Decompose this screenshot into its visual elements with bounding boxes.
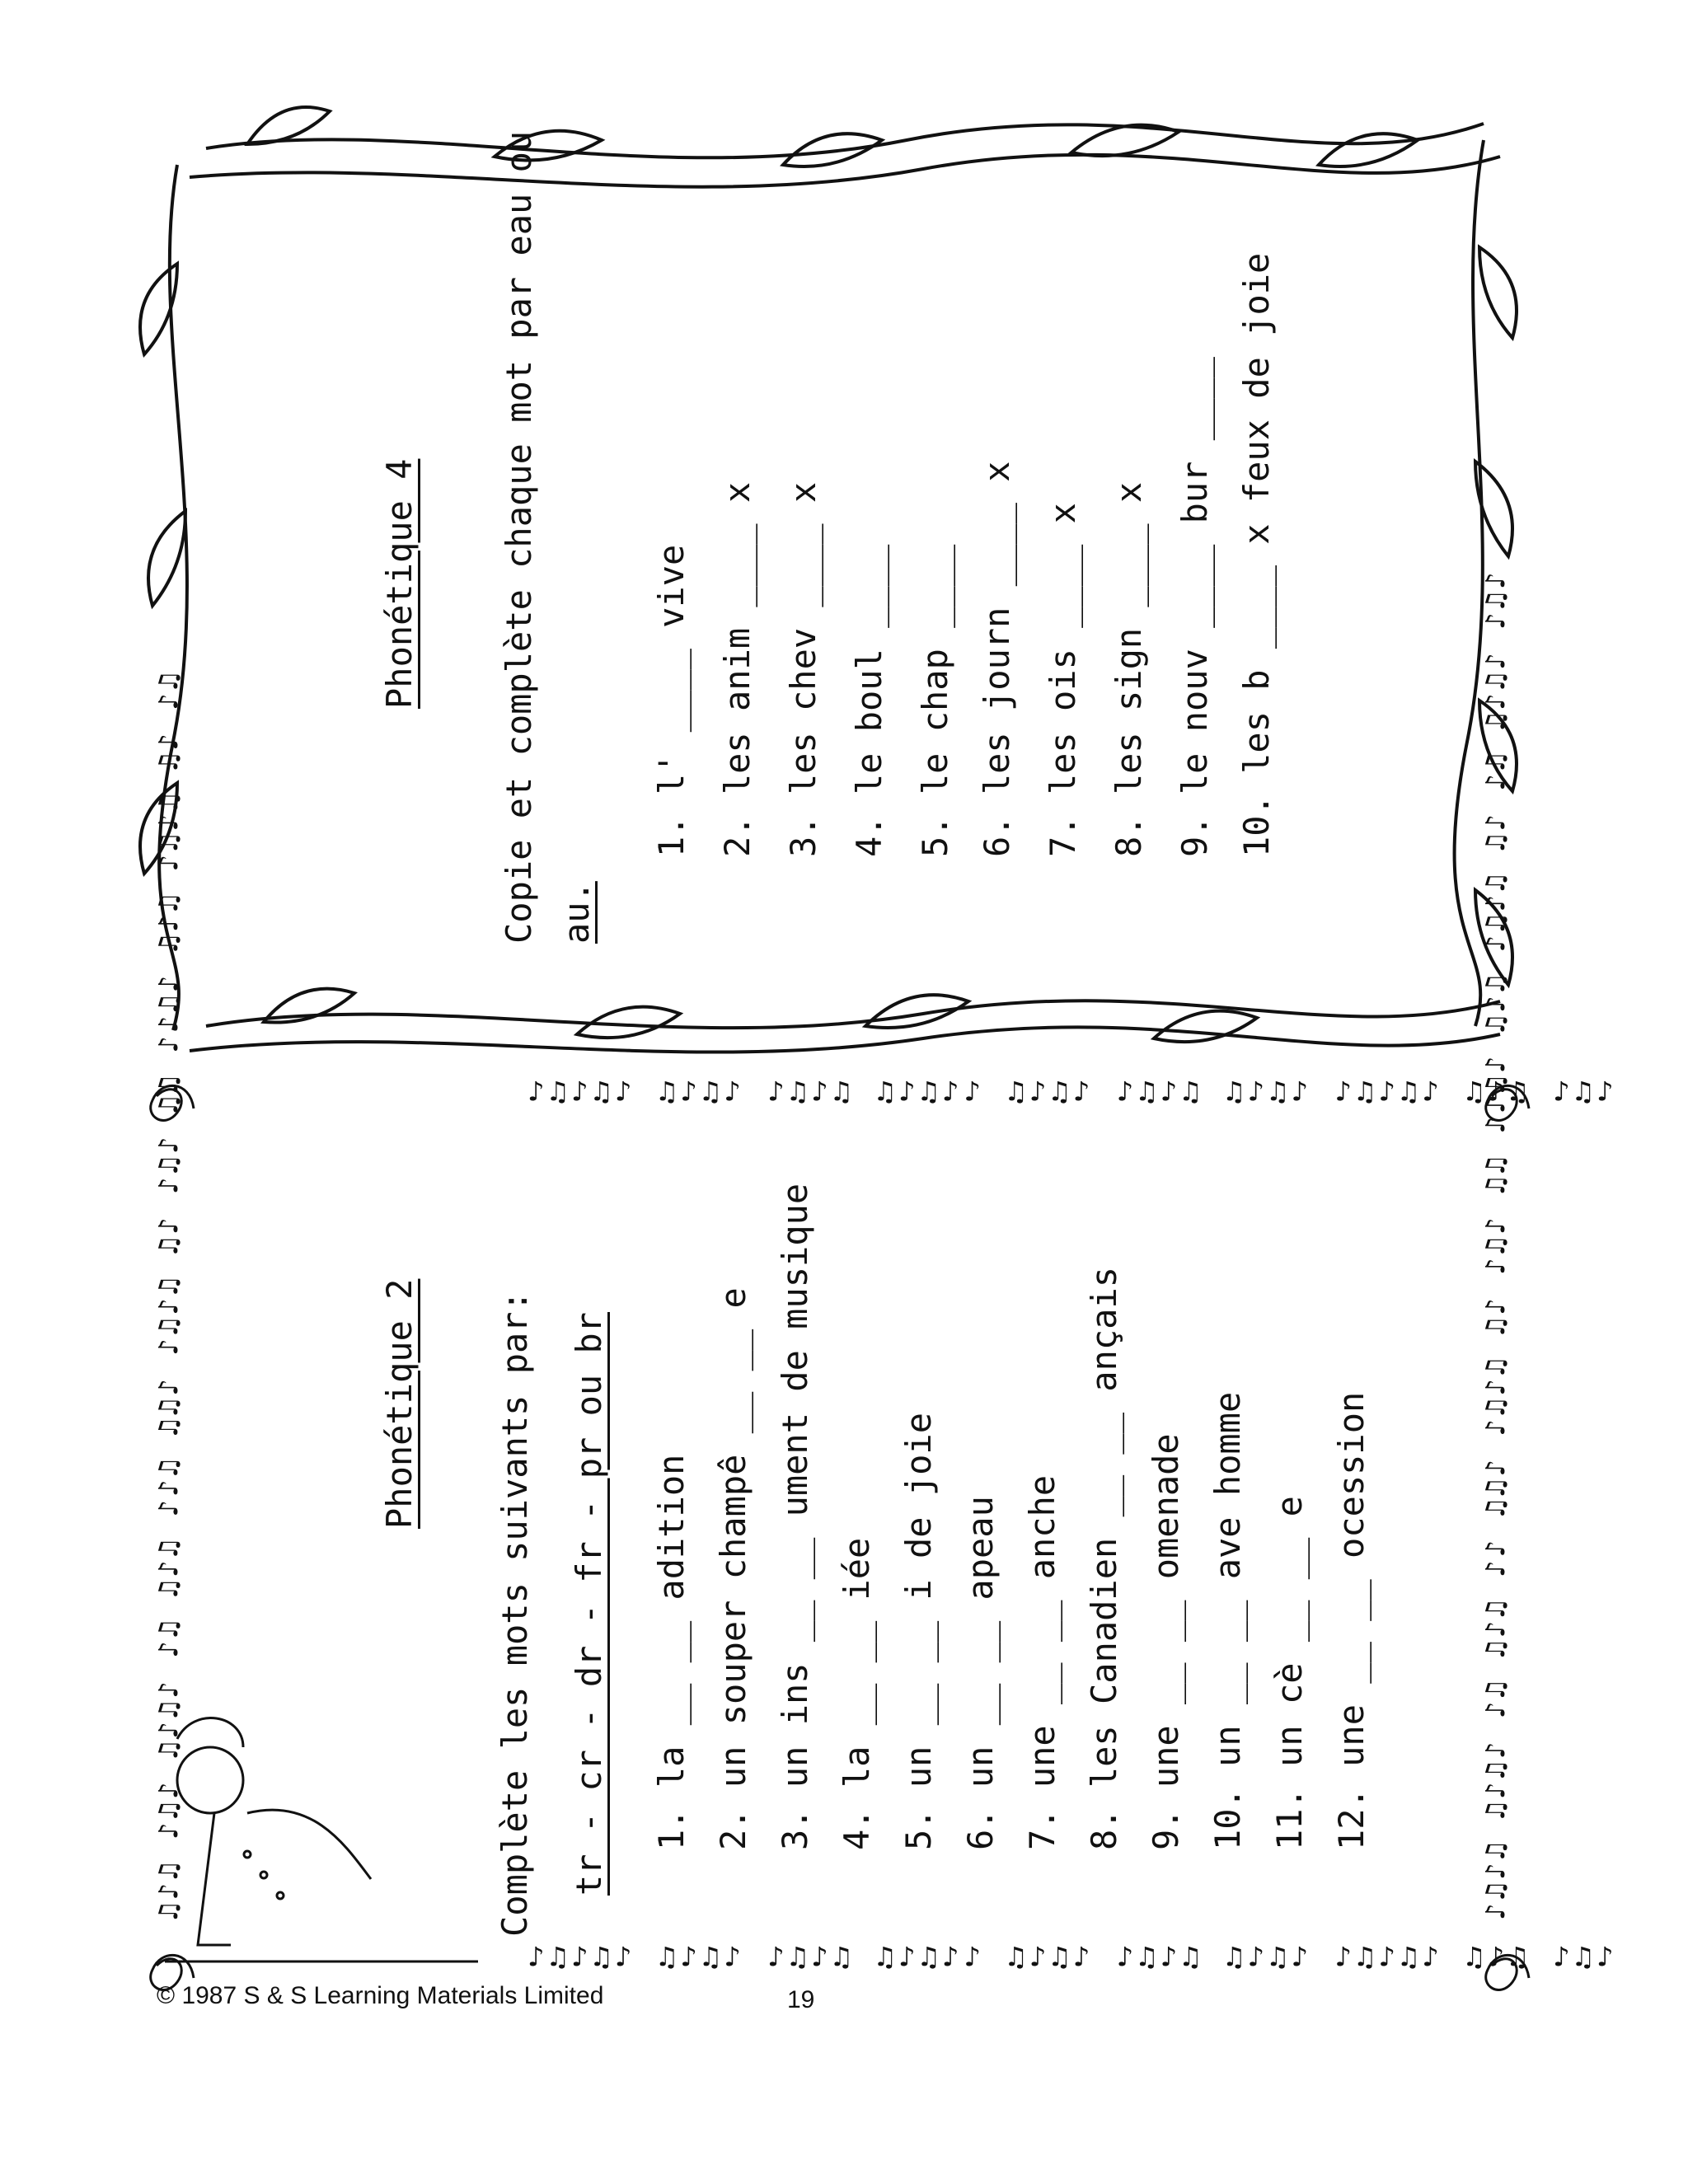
music-notes-right: ♪♫♪♫♪ ♫♪♫♪ ♪♫♪♫ ♫♪♫♪♪ ♫♪♫♪ ♪♫♪♫ ♫♪♫♪ ♪♫♪♫♪ ♫♪♫ ♪♫♪ (528, 1941, 1619, 1974)
phonetique4-item: 6. les journ ____ x (977, 461, 1017, 857)
music-notes-top: ♪♫♪♫ ♫♪♫♪ ♪♫ ♫♪♫ ♪♪ ♫♫♪ ♪♫♪♫ ♫♪ ♪♫♪ ♫♫ ♪♪♫♪ ♫♪♫ ♪♫♪♫ ♫♪ ♪♫ ♫♪♫♪ ♪♫♪ (1479, 569, 1512, 1920)
phonetique4-item: 1. l' ____ vive (651, 544, 692, 857)
phonetique2-item: 1. la __ __ adition (651, 1454, 692, 1850)
phonetique2-item: 11. un cè __ __ e (1269, 1496, 1310, 1850)
phonetique2-item: 3. un ins __ __ ument de musique (775, 1183, 815, 1850)
phonetique2-title: Phonétique 2 (379, 1278, 420, 1529)
leaf-vine-frame (140, 107, 1517, 1052)
phonetique4-item: 7. les ois ____ x (1043, 503, 1083, 857)
phonetique4-item: 3. les chev ____ x (783, 481, 823, 857)
phonetique4-item: 2. les anim ____ x (717, 481, 757, 857)
phonetique2-instruction: Complète les mots suivants par: (495, 1291, 535, 1937)
music-notes-left: ♪♫♪♫♪ ♫♪♫♪ ♪♫♪♫ ♫♪♫♪♪ ♫♪♫♪ ♪♫♪♫ ♫♪♫♪ ♪♫♪♫♪ ♫♪♫ ♪♫♪ (528, 1076, 1619, 1108)
phonetique2-item: 6. un __ __ apeau (960, 1496, 1001, 1850)
phonetique4-item: 9. le nouv ____ bur ____ (1175, 357, 1215, 857)
phonetique2-item: 9. une __ __ omenade (1146, 1433, 1186, 1850)
phonetique4-item: 10. les b ____ x feux de joie (1236, 252, 1277, 857)
phonetique4-instruction-line1: Copie et complète chaque mot par eau ou (499, 130, 539, 944)
phonetique2-item: 10. un __ __ ave homme (1207, 1391, 1248, 1850)
phonetique4-item: 5. le chap ____ (915, 544, 955, 857)
phonetique4-item: 4. le boul ____ (849, 544, 889, 857)
phonetique4-title: Phonétique 4 (379, 458, 420, 709)
phonetique2-options: tr - cr - dr - fr - pr ou br (569, 1311, 609, 1896)
page-number: 19 (787, 1986, 815, 2013)
phonetique2-item: 5. un __ __ i de joie (898, 1412, 939, 1850)
phonetique4-item: 8. les sign ____ x (1109, 481, 1149, 857)
music-notes-bottom: ♫♪♫ ♪♫♪ ♫♪♫♪ ♪♫ ♫♪♫ ♪♪♫ ♫♫♪ ♪♫♪♫ ♫♪ ♪♫♪ ♫♫ ♪♪♫♪ ♫♪♫ ♪♫♪♫ ♫♪ ♪♫ (152, 669, 185, 1920)
phonetique2-item: 12. une __ __ ocession (1331, 1391, 1372, 1850)
singer-illustration (165, 1718, 478, 1961)
phonetique2-item: 7. une __ __ anche (1022, 1474, 1062, 1850)
phonetique4-instruction-line2: au. (556, 881, 597, 944)
phonetique2-item: 2. un souper champê __ __ e (713, 1287, 753, 1850)
phonetique2-item: 4. la __ __ iée (837, 1537, 877, 1850)
copyright-text: © 1987 S & S Learning Materials Limited (157, 1982, 604, 2009)
phonetique2-item: 8. les Canadien __ __ ançais (1084, 1266, 1124, 1850)
